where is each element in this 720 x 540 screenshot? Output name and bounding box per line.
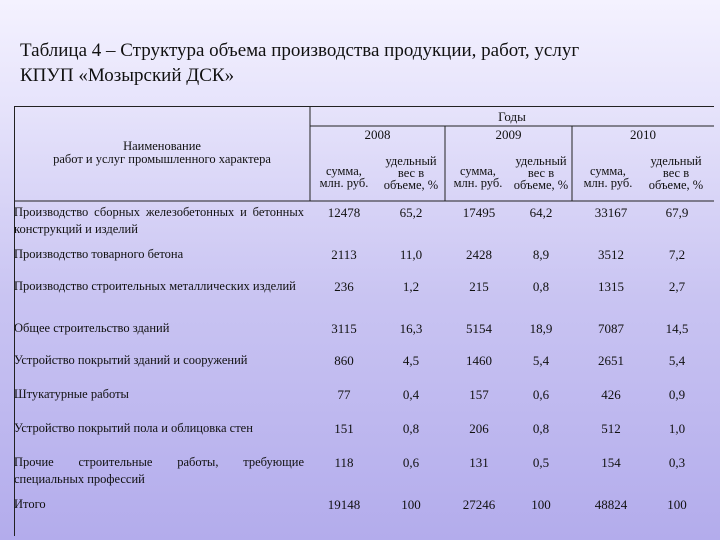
row-value-cell: 17495	[462, 205, 496, 220]
row-value-cell: 65,2	[399, 205, 423, 220]
row-name: Устройство покрытий зданий и сооружений	[14, 353, 248, 367]
year-2009-header: 2009	[495, 127, 522, 142]
row-value-cell: 18,9	[529, 321, 553, 336]
row-value-cell: 19148	[327, 497, 361, 512]
row-name: Производство товарного бетона	[14, 247, 184, 261]
table-caption	[20, 38, 710, 88]
caption-line-2: КПУП «Мозырский ДСК»	[20, 65, 235, 86]
year-2008-header: 2008	[364, 127, 391, 142]
name-header-line-1: Наименование	[123, 139, 201, 153]
share-header-line-1: удельный	[515, 154, 567, 168]
row-value-cell: 1460	[466, 353, 492, 368]
row-value-cell: 77	[337, 387, 351, 402]
production-structure-table	[14, 106, 714, 536]
row-value-cell: 33167	[594, 205, 628, 220]
years-header: Годы	[498, 109, 526, 124]
row-value-cell: 16,3	[399, 321, 423, 336]
sum-header-2010	[576, 165, 640, 189]
name-column-header	[14, 140, 310, 166]
sum-header-line-1: сумма,	[590, 164, 626, 178]
row-value-cell: 14,5	[665, 321, 689, 336]
share-header-2008	[375, 155, 447, 191]
share-header-2010	[638, 155, 714, 191]
share-header-line-1: удельный	[650, 154, 702, 168]
row-value-cell: 118	[334, 455, 354, 470]
row-value-cell: 2651	[598, 353, 624, 368]
row-value-cell: 426	[601, 387, 621, 402]
caption-line-1: Таблица 4 – Структура объема производства продукции, работ, услуг	[20, 40, 580, 61]
row-value-cell: 2,7	[668, 279, 686, 294]
row-value-cell: 3115	[331, 321, 357, 336]
row-name: Штукатурные работы	[14, 387, 129, 401]
row-value-cell: 7,2	[668, 247, 686, 262]
row-value-cell: 48824	[594, 497, 628, 512]
share-header-2009	[508, 155, 574, 191]
share-header-line-2: вес в	[397, 166, 425, 180]
row-value-cell: 11,0	[399, 247, 423, 262]
row-value-cell: 0,8	[532, 421, 550, 436]
row-value-cell: 67,9	[665, 205, 689, 220]
row-value-cell: 100	[401, 497, 421, 512]
sum-header-2008	[312, 165, 376, 189]
row-value-cell: 0,9	[668, 387, 686, 402]
row-value-cell: 512	[601, 421, 621, 436]
row-value-cell: 3512	[598, 247, 624, 262]
row-name: Производство сборных железобетонных и бетонных конструкций и изделий	[14, 205, 304, 236]
row-value-cell: 5154	[466, 321, 492, 336]
row-value-cell: 215	[469, 279, 489, 294]
row-name: Общее строительство зданий	[14, 321, 170, 335]
row-name: Итого	[14, 497, 46, 511]
year-2010-header: 2010	[630, 127, 656, 142]
row-name: Прочие строительные работы, требующие специальных профессий	[14, 455, 304, 486]
row-value-cell: 8,9	[532, 247, 550, 262]
sum-header-line-2: млн. руб.	[453, 176, 503, 190]
row-value-cell: 0,6	[532, 387, 550, 402]
row-value-cell: 12478	[327, 205, 361, 220]
row-value-cell: 100	[667, 497, 687, 512]
row-value-cell: 0,3	[668, 455, 686, 470]
name-header-line-2: работ и услуг промышленного характера	[53, 152, 271, 166]
sum-header-line-2: млн. руб.	[583, 176, 633, 190]
row-value-cell: 100	[531, 497, 551, 512]
row-value-cell: 7087	[598, 321, 624, 336]
row-value-cell: 157	[469, 387, 489, 402]
row-value-cell: 2428	[466, 247, 492, 262]
share-header-line-3: объеме, %	[513, 178, 569, 192]
share-header-line-2: вес в	[527, 166, 555, 180]
row-value-cell: 0,5	[532, 455, 550, 470]
row-value-cell: 5,4	[668, 353, 686, 368]
row-value-cell: 0,8	[532, 279, 550, 294]
row-value-cell: 27246	[462, 497, 496, 512]
row-value-cell: 1315	[598, 279, 624, 294]
row-name: Устройство покрытий пола и облицовка стен	[14, 421, 253, 435]
sum-header-line-1: сумма,	[460, 164, 496, 178]
row-value-cell: 1,0	[668, 421, 686, 436]
row-value-cell: 2113	[331, 247, 357, 262]
row-value-cell: 236	[334, 279, 354, 294]
row-value-cell: 151	[334, 421, 354, 436]
row-value-cell: 131	[469, 455, 489, 470]
row-value-cell: 0,8	[402, 421, 420, 436]
row-value-cell: 5,4	[532, 353, 550, 368]
row-value-cell: 154	[601, 455, 621, 470]
row-value-cell: 860	[334, 353, 354, 368]
share-header-line-1: удельный	[385, 154, 437, 168]
sum-header-2009	[446, 165, 510, 189]
sum-header-line-2: млн. руб.	[319, 176, 369, 190]
sum-header-line-1: сумма,	[326, 164, 362, 178]
row-value-cell: 0,4	[402, 387, 420, 402]
row-value-cell: 1,2	[402, 279, 420, 294]
share-header-line-2: вес в	[662, 166, 690, 180]
row-name: Производство строительных металлических изделий	[14, 279, 296, 293]
row-value-cell: 206	[469, 421, 489, 436]
share-header-line-3: объеме, %	[383, 178, 439, 192]
row-value-cell: 64,2	[529, 205, 553, 220]
share-header-line-3: объеме, %	[648, 178, 704, 192]
row-value-cell: 0,6	[402, 455, 420, 470]
row-value-cell: 4,5	[402, 353, 420, 368]
